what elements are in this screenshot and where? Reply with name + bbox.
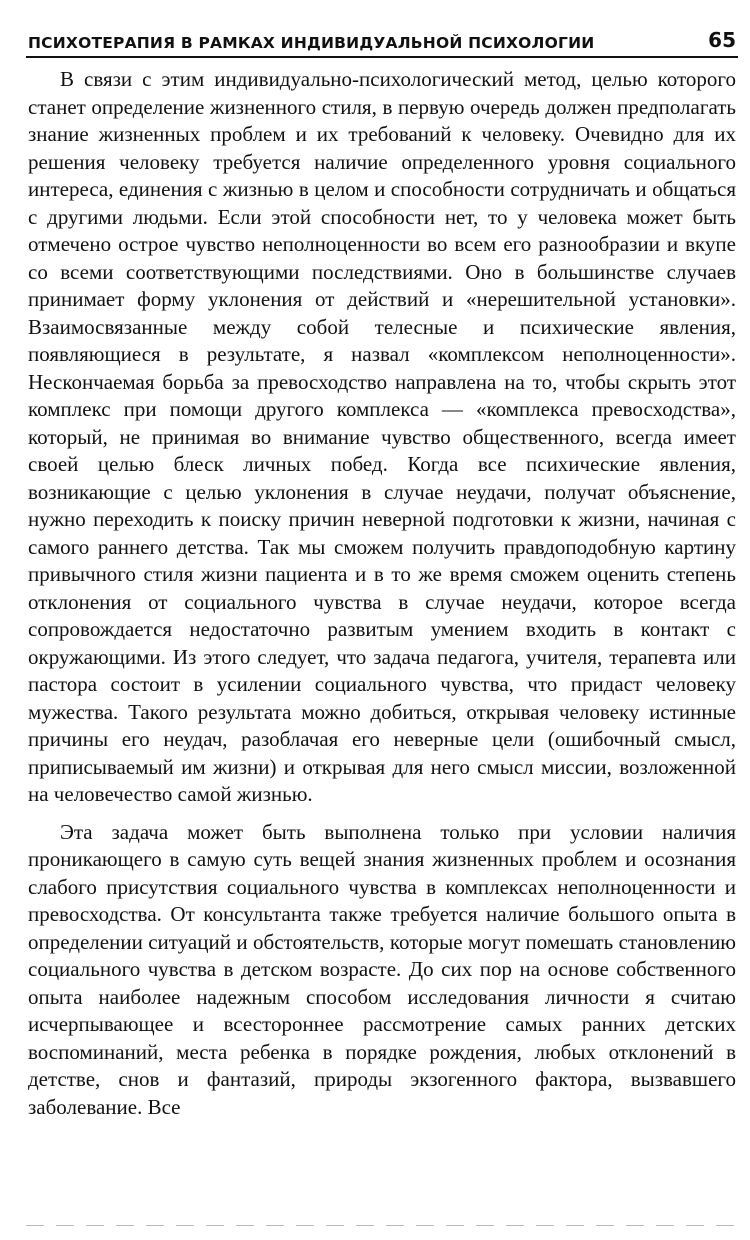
body-text [26,66,738,1121]
paragraph: В связи с этим индивидуально-психологический метод, целью которого станет определение жизненного стиля, в первую очередь должен предполагать знание жизненных проблем и их требований к человеку. Очевидно для их решения человеку требуется наличие определенного уровня социального интереса, единения с жизнью в целом и способности сотрудничать и общаться с другими людьми. Если этой способности нет, то у человека может быть отмечено острое чувство неполноценности во всем его разнообразии и вкупе со всеми соответствующими последствиями. Оно в большинстве случаев принимает форму уклонения от действий и «нерешительной установки». Взаимосвязанные между собой телесные и психические явления, появляющиеся в результате, я назвал «комплексом неполноценности». Нескончаемая борьба за превосходство направлена на то, чтобы скрыть этот комплекс при помощи другого комплекса — «комплекса превосходства», который, не принимая во внимание чувство общественного, всегда имеет своей целью блеск личных побед. Когда все психические явления, возникающие с целью уклонения в случае неудачи, получат объяснение, нужно переходить к поиску причин неверной подготовки к жизни, начиная с самого раннего детства. Так мы сможем получить правдоподобную картину привычного стиля жизни пациента и в то же время сможем оценить степень отклонения от социального чувства в случае неудачи, которое всегда сопровождается недостаточно развитым умением входить в контакт с окружающими. Из этого следует, что задача педагога, учителя, терапевта или пастора состоит в усилении социального чувства, что придаст человеку мужества. Такого результата можно добиться, открывая человеку истинные причины его неудач, разоблачая его неверные цели (ошибочный смысл, приписываемый им жизни) и открывая для него смысл миссии, возложенной на человечество самой жизнью. [28,67,736,806]
bottom-edge-artifact [26,1225,738,1226]
running-title: ПСИХОТЕРАПИЯ В РАМКАХ ИНДИВИДУАЛЬНОЙ ПСИХОЛОГИИ [28,34,595,52]
page-number: 65 [708,28,736,52]
running-head [26,30,738,58]
paragraph: Эта задача может быть выполнена только при условии наличия проникающего в самую суть вещей знания жизненных проблем и осознания слабого присутствия социального чувства в комплексах неполноценности и превосходства. От консультанта также требуется наличие большого опыта в определении ситуаций и обстоятельств, которые могут помешать становлению социального чувства в детском возрасте. До сих пор на основе собственного опыта наиболее надежным способом исследования личности я считаю исчерпывающее и всестороннее рассмотрение самых ранних детских воспоминаний, места ребенка в порядке рождения, любых отклонений в детстве, снов и фантазий, природы экзогенного фактора, вызвавшего заболевание. Все [28,819,736,1119]
book-page [26,30,738,1230]
